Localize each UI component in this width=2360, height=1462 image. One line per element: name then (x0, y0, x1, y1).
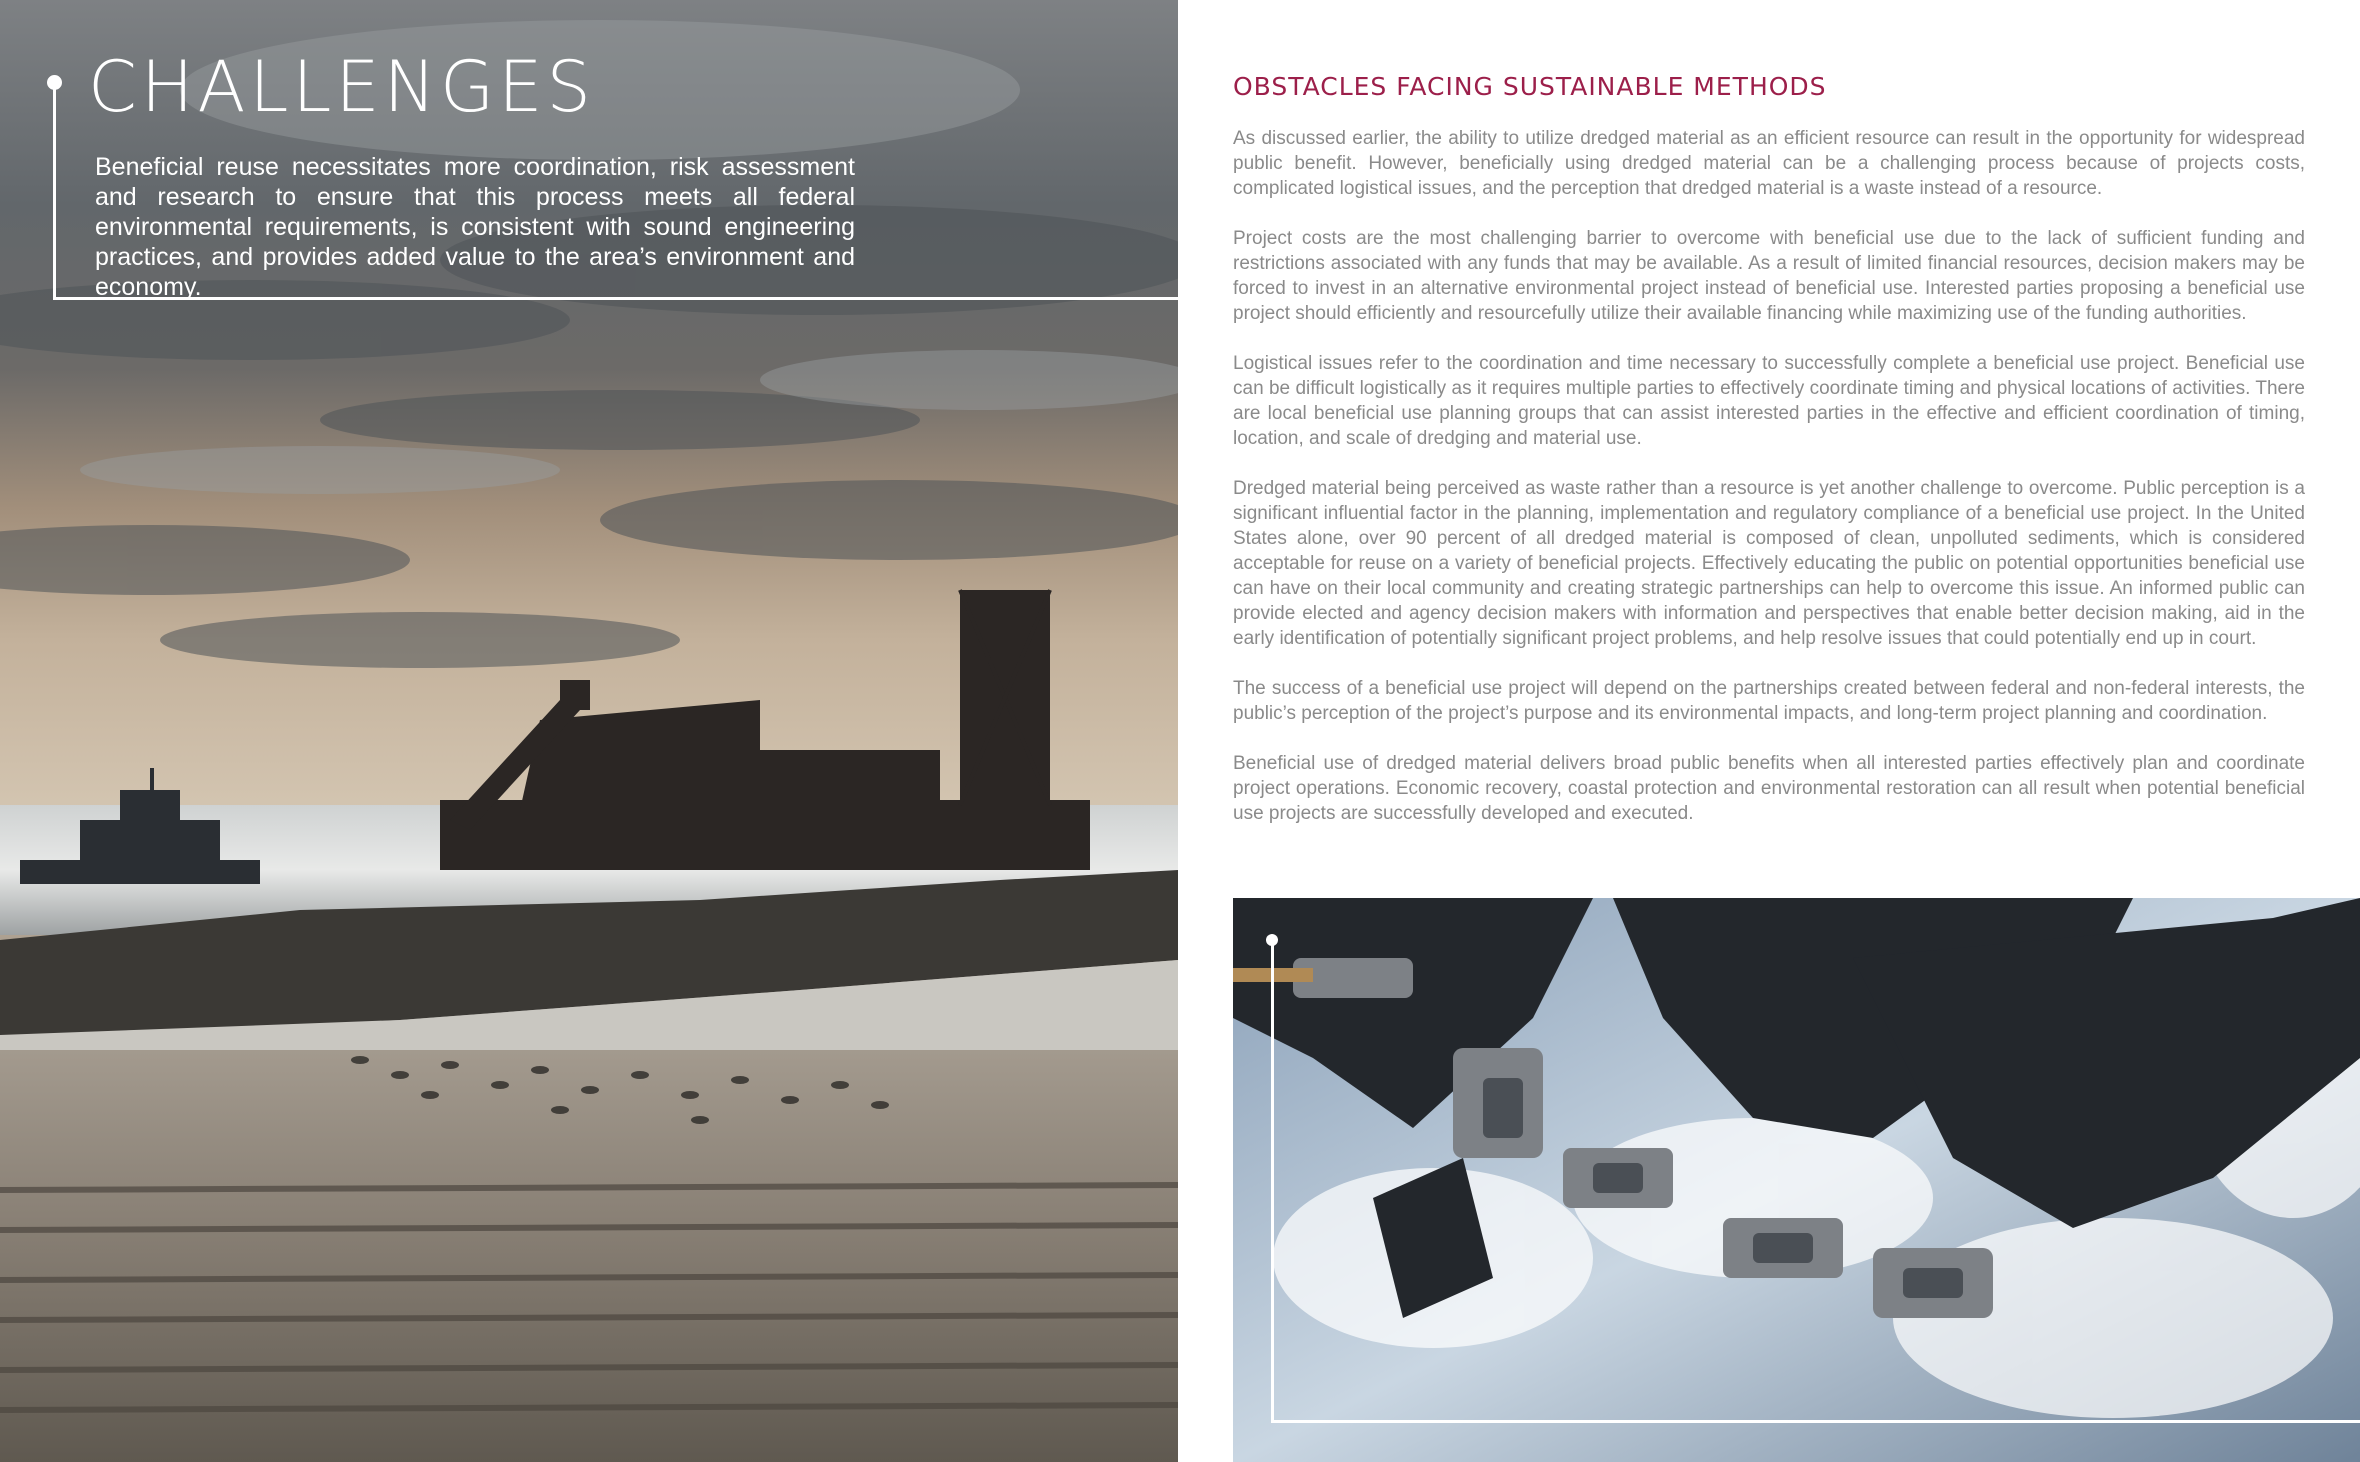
body-paragraph: The success of a beneficial use project will depend on the partnerships created between federal and non-federal interests, the public’s perception of the project’s purpose and its environmental impacts, and long-term project planning and coordination. (1233, 678, 2305, 724)
dredge-cutterhead-water-photo (1233, 898, 2360, 1462)
body-text (1233, 126, 2305, 851)
page-title: CHALLENGES (88, 46, 595, 128)
dredge-vessel-beach-photo (0, 0, 1178, 1462)
body-paragraph: As discussed earlier, the ability to utilize dredged material as an efficient resource can result in the opportunity for widespread public benefit. However, beneficially using dredged material can be a challenging process because of projects costs, complicated logistical issues, and the perception that dredged material is a waste instead of a resource. (1233, 128, 2305, 199)
photo-frame-vertical-line (1271, 938, 1274, 1422)
photo-frame-horizontal-line (1271, 1420, 2360, 1423)
body-paragraph: Project costs are the most challenging barrier to overcome with beneficial use due to the lack of sufficient funding and restrictions associated with any funds that may be available. As a result of limited financial resources, decision makers may be forced to invest in an alternative environmental project instead of beneficial use. Interested parties proposing a beneficial use project should efficiently and resourcefully utilize their available financing while maximizing use of the funding authorities. (1233, 228, 2305, 324)
body-paragraph: Beneficial use of dredged material delivers broad public benefits when all interested parties effectively plan and coordinate project operations. Economic recovery, coastal protection and environmental restoration can all result when potential beneficial use projects are successfully developed and executed. (1233, 753, 2305, 824)
body-paragraph: Logistical issues refer to the coordination and time necessary to successfully complete a beneficial use project. Beneficial use can be difficult logistically as it requires multiple parties to effectively coordinate timing and physical locations of activities. There are local beneficial use planning groups that can assist interested parties in the effective and efficient coordination of timing, location, and scale of dredging and material use. (1233, 353, 2305, 449)
intro-paragraph: Beneficial reuse necessitates more coordination, risk assessment and research to ensure that this process meets all federal environmental requirements, is consistent with sound engineering practices, and provides added value to the area’s environment and economy. (95, 153, 855, 301)
section-heading: OBSTACLES FACING SUSTAINABLE METHODS (1233, 72, 1827, 101)
right-page (1178, 0, 2360, 1462)
title-frame-vertical-line (53, 80, 56, 300)
cutterhead-illustration (1233, 898, 2360, 1462)
body-paragraph: Dredged material being perceived as waste rather than a resource is yet another challenge to overcome. Public perception is a significant influential factor in the planning, implementation and regulatory compliance of a beneficial use project. In the United States alone, over 90 percent of all dredged material is composed of clean, unpolluted sediments, which is considered acceptable for reuse on a variety of beneficial projects. Effectively educating the public on potential opportunities beneficial use can have on their local community and creating strategic partnerships can help to overcome this issue. An informed public can provide elected and agency decision makers with information and perspectives that enable better decision making, aid in the early identification of potentially significant project problems, and help resolve issues that could potentially end up in court. (1233, 478, 2305, 649)
